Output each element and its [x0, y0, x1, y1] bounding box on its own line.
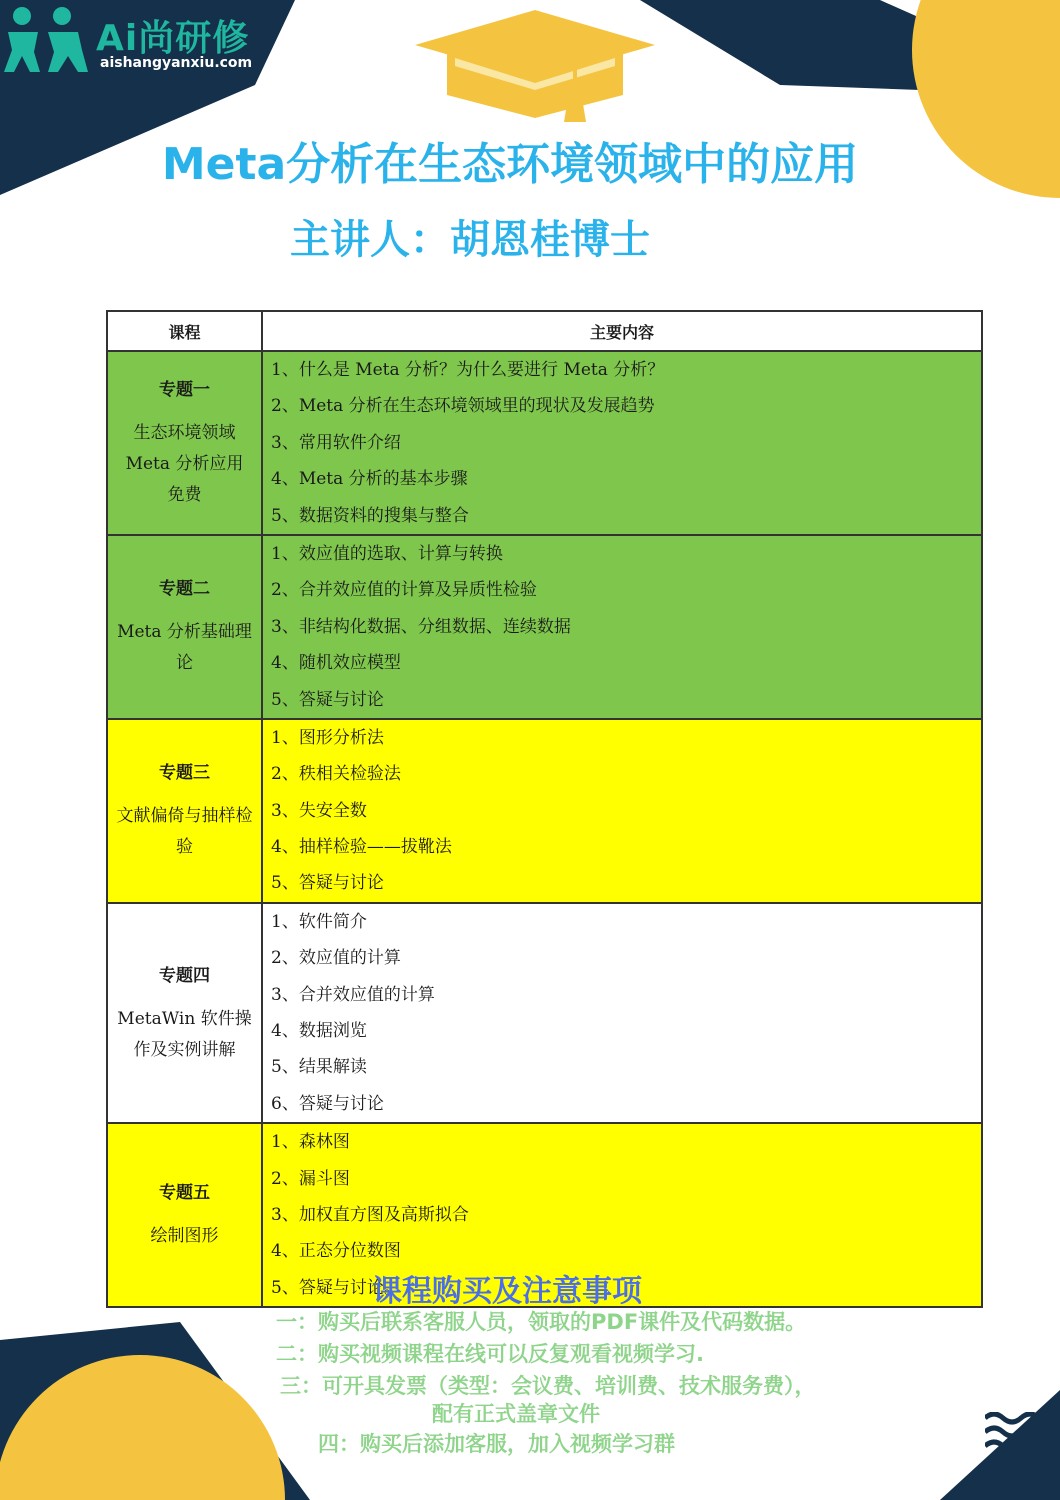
- content-item: 6、答疑与讨论: [271, 1093, 384, 1114]
- content-item: 3、合并效应值的计算: [271, 984, 435, 1005]
- speaker-line: 主讲人：胡恩桂博士: [290, 217, 650, 263]
- topic-cell: [107, 1123, 262, 1307]
- course-table: [106, 310, 983, 1308]
- page-title: Meta分析在生态环境领域中的应用: [161, 139, 859, 190]
- note-line: 四：购买后添加客服，加入视频学习群: [318, 1432, 675, 1456]
- content-item: 5、结果解读: [271, 1057, 367, 1078]
- content-item: 5、答疑与讨论。: [271, 1277, 401, 1298]
- content-item: 4、随机效应模型: [271, 653, 401, 674]
- content-item: 3、常用软件介绍: [271, 432, 401, 453]
- content-item: 1、软件简介: [271, 911, 367, 932]
- wave-lines-icon: [985, 1412, 1060, 1456]
- people-logo-icon: [0, 4, 90, 74]
- table-row: [107, 535, 982, 719]
- content-item: 3、失安全数: [271, 800, 367, 821]
- content-item: 5、答疑与讨论: [271, 873, 384, 894]
- topic-name: 专题三: [159, 763, 210, 784]
- content-item: 2、合并效应值的计算及异质性检验: [271, 580, 537, 601]
- note-line: 二：购买视频课程在线可以反复观看视频学习.: [276, 1342, 704, 1366]
- table-row: [107, 351, 982, 535]
- content-item: 3、非结构化数据、分组数据、连续数据: [271, 616, 571, 637]
- content-cell: [262, 351, 982, 535]
- bottom-left-decoration: [0, 1300, 320, 1500]
- brand-logo: [0, 0, 280, 80]
- table-row: [107, 903, 982, 1123]
- topic-description: 文献偏倚与抽样检验: [116, 806, 253, 858]
- content-item: 2、效应值的计算: [271, 948, 401, 969]
- graduation-cap-icon: [385, 0, 675, 125]
- content-item: 3、加权直方图及高斯拟合: [271, 1204, 469, 1225]
- content-item: 2、Meta 分析在生态环境领域里的现状及发展趋势: [271, 396, 655, 417]
- content-item: 4、数据浏览: [271, 1021, 367, 1042]
- topic-cell: [107, 903, 262, 1123]
- content-item: 4、正态分位数图: [271, 1241, 401, 1262]
- note-line: 三：可开具发票（类型：会议费、培训费、技术服务费），: [280, 1374, 816, 1398]
- content-cell: [262, 719, 982, 903]
- content-item: 1、图形分析法: [271, 727, 384, 748]
- table-row: [107, 719, 982, 903]
- topic-description: MetaWin 软件操作及实例讲解: [117, 1008, 252, 1060]
- brand-domain: aishangyanxiu.com: [100, 55, 253, 71]
- topic-description: 绘制图形: [150, 1226, 219, 1247]
- content-item: 5、答疑与讨论: [271, 689, 384, 710]
- topic-cell: [107, 719, 262, 903]
- content-item: 1、森林图: [271, 1132, 350, 1153]
- content-cell: [262, 903, 982, 1123]
- content-item: 2、漏斗图: [271, 1168, 350, 1189]
- table-header-row: [107, 311, 982, 351]
- header-course: 课程: [107, 311, 262, 351]
- topic-name: 专题一: [159, 379, 210, 400]
- content-item: 5、数据资料的搜集与整合: [271, 505, 469, 526]
- content-item: 4、抽样检验——拔靴法: [271, 837, 452, 858]
- content-cell: [262, 535, 982, 719]
- topic-cell: [107, 535, 262, 719]
- topic-description: Meta 分析基础理论: [117, 622, 252, 674]
- topic-description: 生态环境领域 Meta 分析应用 免费: [125, 422, 244, 505]
- note-line: 配有正式盖章文件: [432, 1402, 600, 1426]
- topic-name: 专题二: [159, 579, 210, 600]
- header-content: 主要内容: [262, 311, 982, 351]
- topic-cell: [107, 351, 262, 535]
- brand-name: Ai尚研修: [96, 18, 250, 59]
- topic-name: 专题四: [159, 965, 210, 986]
- content-item: 1、效应值的选取、计算与转换: [271, 543, 503, 564]
- content-item: 2、秩相关检验法: [271, 764, 401, 785]
- notes-title: 课程购买及注意事项: [372, 1274, 642, 1309]
- content-item: 1、什么是 Meta 分析？为什么要进行 Meta 分析？: [271, 360, 665, 380]
- topic-name: 专题五: [159, 1183, 210, 1204]
- content-item: 4、Meta 分析的基本步骤: [271, 469, 468, 490]
- note-line: 一：购买后联系客服人员，领取的PDF课件及代码数据。: [276, 1310, 807, 1334]
